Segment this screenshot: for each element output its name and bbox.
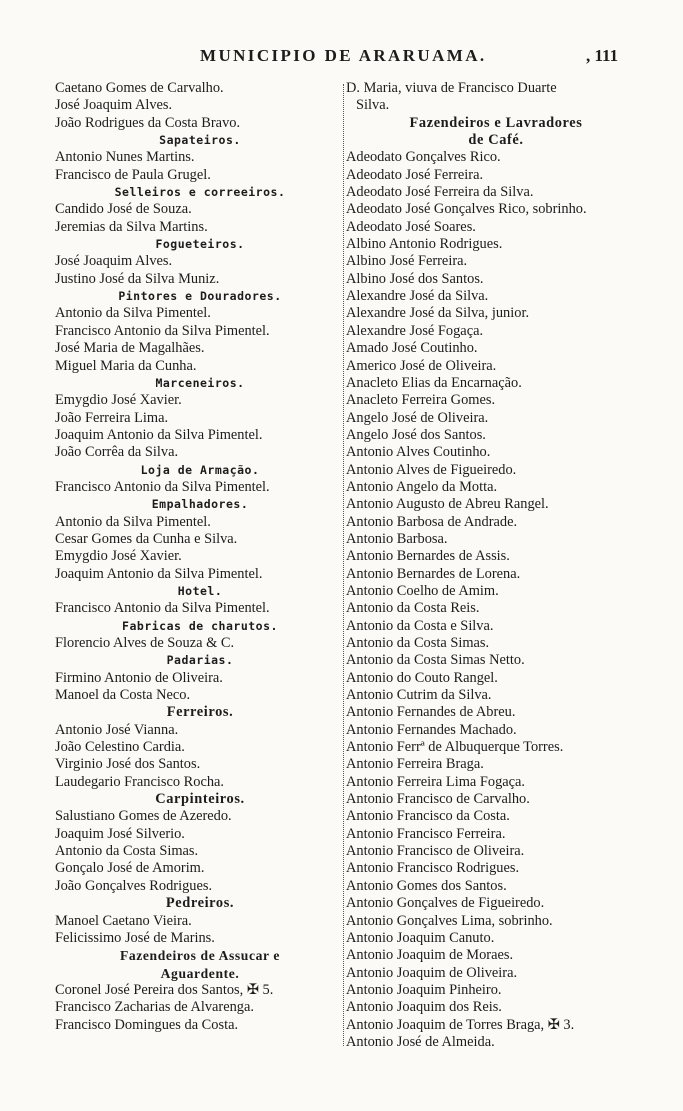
- list-item: Albino Antonio Rodrigues.: [346, 236, 503, 253]
- list-item: Antonio Coelho de Amim.: [346, 582, 499, 599]
- list-item: João Corrêa da Silva.: [55, 444, 179, 461]
- section-heading: Sapateiros.: [159, 133, 241, 148]
- list-item: Antonio José Vianna.: [55, 721, 179, 738]
- list-item: Felicissimo José de Marins.: [55, 929, 215, 946]
- list-item: Antonio Alves de Figueiredo.: [346, 461, 517, 478]
- list-item: Florencio Alves de Souza & C.: [55, 635, 235, 651]
- list-item: Antonio Nunes Martins.: [55, 149, 195, 166]
- section-heading: Fazendeiros e Lavradores: [409, 114, 583, 131]
- section-heading: Hotel.: [177, 583, 223, 598]
- list-item: Miguel Maria da Cunha.: [55, 357, 197, 374]
- list-item: Antonio Gonçalves Lima, sobrinho.: [346, 912, 553, 929]
- list-item: Francisco de Paula Grugel.: [55, 166, 211, 183]
- list-item: Francisco Antonio da Silva Pimentel.: [55, 322, 270, 339]
- page-number: , 111: [586, 46, 619, 65]
- list-item: Manoel da Costa Neco.: [55, 687, 191, 704]
- section-heading: Carpinteiros.: [155, 791, 245, 808]
- list-item-continuation: Silva.: [356, 97, 390, 114]
- list-item: João Gonçalves Rodrigues.: [55, 877, 213, 894]
- list-item: Adeodato Gonçalves Rico.: [346, 149, 501, 166]
- list-item: João Ferreira Lima.: [55, 409, 169, 426]
- list-item: Antonio Ferreira Braga.: [346, 756, 484, 773]
- section-heading: de Café.: [468, 132, 524, 149]
- section-heading: Ferreiros.: [166, 704, 234, 721]
- list-item: Antonio Gomes dos Santos.: [346, 877, 507, 894]
- list-item: Francisco Domingues da Costa.: [55, 1016, 239, 1033]
- list-item: João Celestino Cardia.: [55, 739, 185, 756]
- section-heading: Empalhadores.: [151, 497, 249, 512]
- list-item: Antonio Ferreira Lima Fogaça.: [346, 773, 526, 790]
- list-item: Gonçalo José de Amorim.: [55, 860, 205, 877]
- list-item: João Rodrigues da Costa Bravo.: [55, 114, 241, 131]
- list-item: Adeodato José Ferreira.: [346, 166, 484, 183]
- list-item: Caetano Gomes de Carvalho.: [55, 80, 224, 96]
- list-item: Salustiano Gomes de Azeredo.: [55, 808, 232, 825]
- list-item: Adeodato José Soares.: [346, 218, 476, 235]
- list-item: Antonio Francisco de Carvalho.: [346, 791, 530, 808]
- list-item: Jeremias da Silva Martins.: [55, 218, 208, 235]
- list-item: Antonio Francisco Ferreira.: [346, 825, 506, 842]
- list-item: Francisco Antonio da Silva Pimentel.: [55, 600, 270, 617]
- page-header: [0, 44, 683, 70]
- list-item: Antonio Joaquim Pinheiro.: [346, 981, 502, 998]
- list-item: Antonio do Couto Rangel.: [346, 669, 498, 686]
- list-item: Antonio Joaquim de Torres Braga, ✠ 3.: [346, 1016, 575, 1033]
- list-item: Antonio Fernandes de Abreu.: [346, 704, 516, 721]
- section-heading: Marceneiros.: [155, 375, 245, 390]
- section-heading: Fogueteiros.: [155, 237, 245, 252]
- list-item: Antonio Francisco da Costa.: [346, 808, 510, 825]
- list-item: Antonio Gonçalves de Figueiredo.: [346, 895, 545, 912]
- list-item: Joaquim Antonio da Silva Pimentel.: [55, 565, 263, 582]
- list-item: Alexandre José da Silva.: [346, 288, 489, 305]
- list-item: José Joaquim Alves.: [55, 97, 173, 114]
- list-item: José Maria de Magalhães.: [55, 340, 205, 357]
- section-heading: Aguardente.: [160, 965, 240, 981]
- list-item: Adeodato José Ferreira da Silva.: [346, 184, 534, 201]
- list-item: Antonio Angelo da Motta.: [346, 478, 498, 495]
- list-item: Antonio da Costa Simas Netto.: [346, 652, 525, 669]
- list-item: Antonio Joaquim Canuto.: [346, 929, 495, 946]
- section-heading: Padarias.: [166, 653, 234, 668]
- list-item: Albino José dos Santos.: [346, 270, 484, 287]
- list-item: Antonio da Costa e Silva.: [346, 617, 494, 634]
- list-item: Antonio Bernardes de Lorena.: [346, 565, 521, 582]
- list-item: Antonio Alves Coutinho.: [346, 444, 491, 461]
- list-item: Manoel Caetano Vieira.: [55, 912, 192, 929]
- list-item: Joaquim José Silverio.: [55, 825, 185, 842]
- list-item: Antonio Joaquim dos Reis.: [346, 999, 502, 1016]
- page-title: MUNICIPIO DE ARARUAMA.: [200, 46, 487, 65]
- list-item: Alexandre José Fogaça.: [346, 322, 484, 339]
- list-item: Antonio Ferrª de Albuquerque Torres.: [346, 739, 564, 756]
- column-divider: [343, 84, 344, 1046]
- list-item: Cesar Gomes da Cunha e Silva.: [55, 530, 238, 547]
- list-item: D. Maria, viuva de Francisco Duarte: [346, 80, 557, 96]
- list-item: Antonio Francisco de Oliveira.: [346, 843, 525, 860]
- list-item: José Joaquim Alves.: [55, 253, 173, 270]
- list-item: Adeodato José Gonçalves Rico, sobrinho.: [346, 201, 587, 218]
- list-item: Emygdio José Xavier.: [55, 392, 182, 409]
- list-item: Antonio Barbosa de Andrade.: [346, 513, 518, 530]
- list-item: Antonio Francisco Rodrigues.: [346, 860, 520, 877]
- list-item: Amado José Coutinho.: [346, 340, 478, 357]
- list-item: Antonio Joaquim de Moraes.: [346, 947, 514, 964]
- list-item: Coronel José Pereira dos Santos, ✠ 5.: [55, 981, 274, 998]
- list-item: Albino José Ferreira.: [346, 253, 468, 270]
- list-item: Joaquim Antonio da Silva Pimentel.: [55, 426, 263, 443]
- section-heading: Fabricas de charutos.: [122, 618, 278, 633]
- section-heading: Loja de Armação.: [140, 462, 260, 477]
- section-heading: Pedreiros.: [165, 895, 235, 912]
- section-heading: Selleiros e correeiros.: [114, 185, 286, 200]
- list-item: Angelo José dos Santos.: [346, 426, 486, 443]
- list-item: Emygdio José Xavier.: [55, 548, 182, 565]
- section-heading: Fazendeiros de Assucar e: [119, 948, 281, 964]
- list-item: Francisco Zacharias de Alvarenga.: [55, 999, 254, 1016]
- list-item: Antonio Cutrim da Silva.: [346, 687, 492, 704]
- list-item: Angelo José de Oliveira.: [346, 409, 489, 426]
- list-item: Firmino Antonio de Oliveira.: [55, 669, 223, 686]
- list-item: Anacleto Ferreira Gomes.: [346, 392, 496, 409]
- left-column: [55, 80, 345, 1034]
- list-item: Anacleto Elias da Encarnação.: [346, 374, 522, 391]
- right-column: [346, 80, 646, 1051]
- list-item: Antonio da Costa Simas.: [55, 843, 199, 860]
- list-item: Antonio da Costa Simas.: [346, 635, 490, 651]
- list-item: Antonio da Silva Pimentel.: [55, 305, 211, 322]
- list-item: Americo José de Oliveira.: [346, 357, 497, 374]
- list-item: Antonio Barbosa.: [346, 530, 448, 547]
- list-item: Francisco Antonio da Silva Pimentel.: [55, 478, 270, 495]
- list-item: Antonio Fernandes Machado.: [346, 721, 517, 738]
- list-item: Candido José de Souza.: [55, 201, 192, 218]
- list-item: Antonio da Silva Pimentel.: [55, 513, 211, 530]
- list-item: Antonio Joaquim de Oliveira.: [346, 964, 518, 981]
- list-item: Antonio Bernardes de Assis.: [346, 548, 510, 565]
- section-heading: Pintores e Douradores.: [118, 289, 282, 304]
- list-item: Alexandre José da Silva, junior.: [346, 305, 530, 322]
- list-item: Antonio Augusto de Abreu Rangel.: [346, 496, 549, 513]
- list-item: Virginio José dos Santos.: [55, 756, 201, 773]
- list-item: Antonio José de Almeida.: [346, 1033, 495, 1050]
- list-item: Antonio da Costa Reis.: [346, 600, 480, 617]
- list-item: Justino José da Silva Muniz.: [55, 270, 220, 287]
- list-item: Laudegario Francisco Rocha.: [55, 773, 225, 790]
